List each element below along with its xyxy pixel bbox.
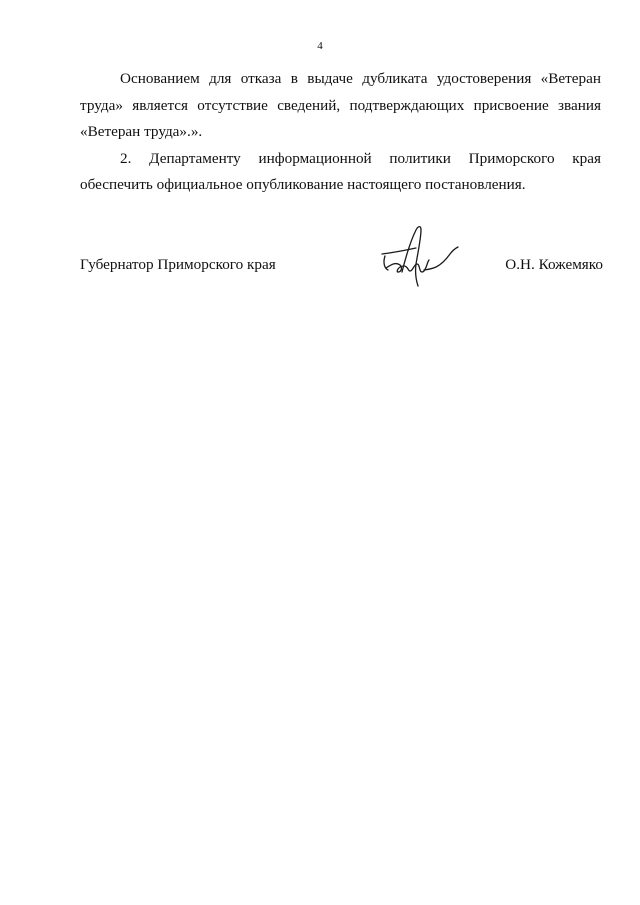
signer-position: Губернатор Приморского края — [80, 256, 276, 273]
paragraph-text: Основанием для отказа в выдаче дубликата удостоверения «Ветеран труда» является отсутствие сведений, подтверждающих присвоение звания «Ветеран труда».». — [80, 70, 601, 140]
signer-name: О.Н. Кожемяко — [505, 256, 603, 273]
paragraph-item-2 — [80, 146, 601, 199]
page-number: 4 — [317, 40, 323, 52]
paragraph-text: Департаменту информационной политики Приморского края обеспечить официальное опубликование настоящего постановления. — [80, 149, 602, 193]
document-body — [80, 66, 601, 199]
item-number: 2. — [120, 149, 132, 167]
paragraph-refusal-grounds — [80, 66, 601, 146]
signature-block — [80, 255, 603, 279]
